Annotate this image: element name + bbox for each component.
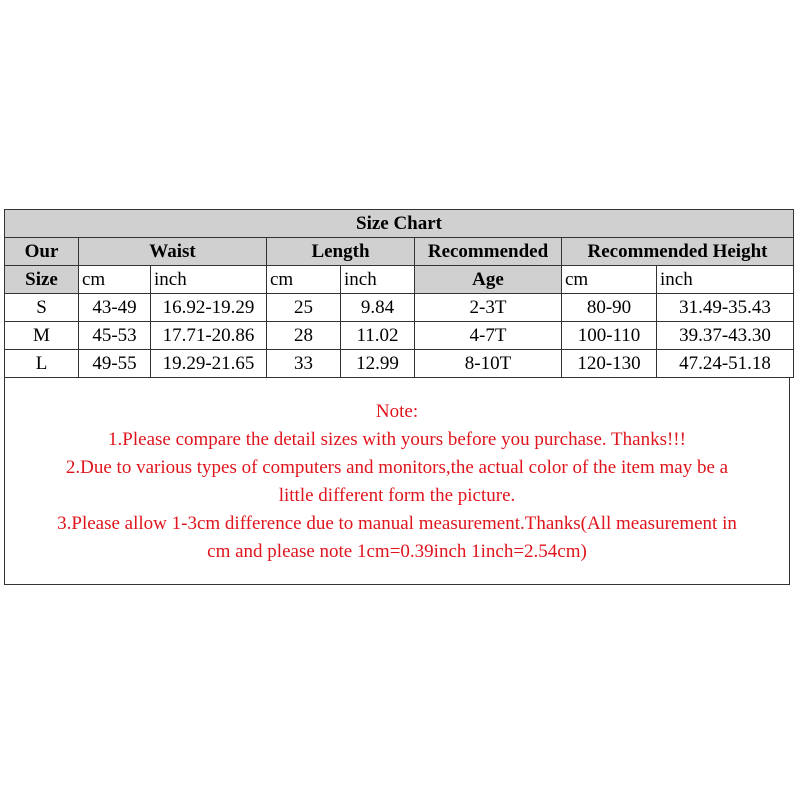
cell-length-cm: 33: [267, 350, 341, 378]
cell-age: 8-10T: [415, 350, 562, 378]
unit-height-inch: inch: [657, 266, 794, 294]
unit-waist-cm: cm: [79, 266, 151, 294]
header-age-top: Recommended: [415, 238, 562, 266]
cell-waist-inch: 16.92-19.29: [151, 294, 267, 322]
cell-height-cm: 80-90: [562, 294, 657, 322]
cell-waist-cm: 45-53: [79, 322, 151, 350]
unit-waist-inch: inch: [151, 266, 267, 294]
size-table: [4, 209, 794, 378]
size-chart: [4, 209, 793, 585]
cell-size: L: [5, 350, 79, 378]
note-line-2b: little different form the picture.: [278, 485, 516, 506]
header-length: Length: [267, 238, 415, 266]
cell-size: M: [5, 322, 79, 350]
note-heading: Note:: [375, 401, 419, 422]
cell-age: 4-7T: [415, 322, 562, 350]
table-row: [5, 322, 794, 350]
cell-waist-inch: 19.29-21.65: [151, 350, 267, 378]
header-age-bottom: Age: [415, 266, 562, 294]
cell-height-inch: 39.37-43.30: [657, 322, 794, 350]
unit-length-cm: cm: [267, 266, 341, 294]
note-line-3a: 3.Please allow 1-3cm difference due to manual measurement.Thanks(All measurement in: [57, 513, 737, 534]
header-waist: Waist: [79, 238, 267, 266]
cell-length-inch: 9.84: [341, 294, 415, 322]
header-size-bottom: Size: [5, 266, 79, 294]
cell-length-cm: 28: [267, 322, 341, 350]
cell-height-cm: 100-110: [562, 322, 657, 350]
table-title: Size Chart: [5, 210, 794, 238]
table-row: [5, 350, 794, 378]
note-line-3b: cm and please note 1cm=0.39inch 1inch=2.54cm): [207, 541, 587, 562]
header-size-top: Our: [5, 238, 79, 266]
note-line-1: 1.Please compare the detail sizes with yours before you purchase. Thanks!!!: [108, 429, 686, 450]
table-row: [5, 294, 794, 322]
unit-length-inch: inch: [341, 266, 415, 294]
header-height: Recommended Height: [562, 238, 794, 266]
cell-height-inch: 31.49-35.43: [657, 294, 794, 322]
cell-length-cm: 25: [267, 294, 341, 322]
note-line-2a: 2.Due to various types of computers and monitors,the actual color of the item may be a: [65, 457, 729, 478]
cell-age: 2-3T: [415, 294, 562, 322]
notes-box: [4, 378, 790, 585]
unit-height-cm: cm: [562, 266, 657, 294]
cell-height-cm: 120-130: [562, 350, 657, 378]
cell-height-inch: 47.24-51.18: [657, 350, 794, 378]
cell-waist-cm: 49-55: [79, 350, 151, 378]
cell-size: S: [5, 294, 79, 322]
cell-waist-cm: 43-49: [79, 294, 151, 322]
cell-length-inch: 11.02: [341, 322, 415, 350]
cell-waist-inch: 17.71-20.86: [151, 322, 267, 350]
cell-length-inch: 12.99: [341, 350, 415, 378]
